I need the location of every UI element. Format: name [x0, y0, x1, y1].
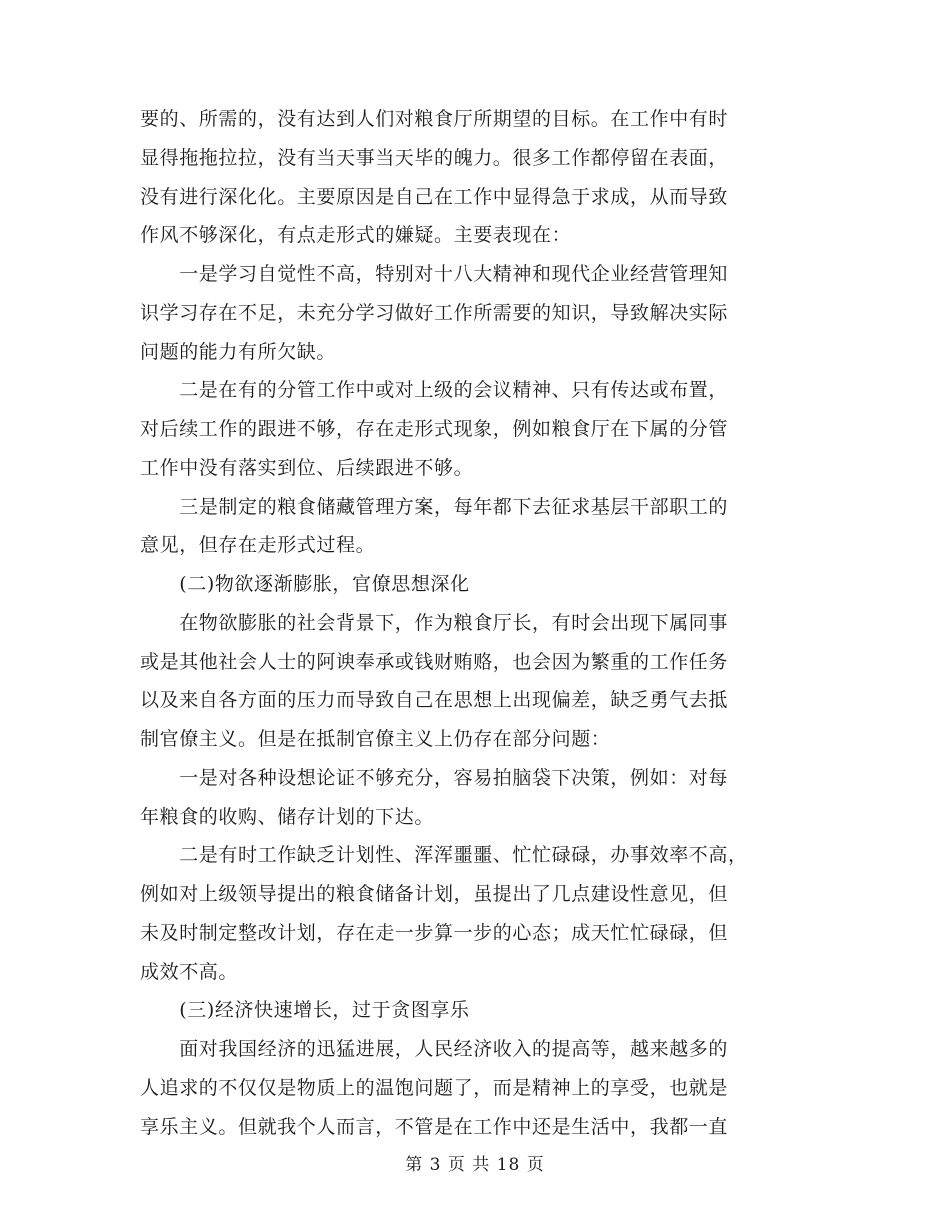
text-line: 一是学习自觉性不高，特别对十八大精神和现代企业经营管理知	[140, 263, 729, 285]
body-text	[140, 100, 820, 1146]
text-line: 成效不高。	[140, 960, 239, 983]
text-line: 意见，但存在走形式过程。	[140, 534, 376, 557]
section-heading: (二)物欲逐渐膨胀，官僚思想深化	[140, 573, 470, 595]
text-line: 或是其他社会人士的阿谀奉承或钱财贿赂，也会因为繁重的工作任务	[140, 650, 729, 673]
text-line: 面对我国经济的迅猛进展，人民经济收入的提高等，越来越多的	[140, 1038, 729, 1060]
text-line: 没有进行深化化。主要原因是自己在工作中显得急于求成，从而导致	[140, 185, 729, 208]
text-line: 对后续工作的跟进不够，存在走形式现象，例如粮食厅在下属的分管	[140, 418, 729, 440]
text-line: 三是制定的粮食储藏管理方案，每年都下去征求基层干部职工的	[140, 495, 729, 518]
text-line: 以及来自各方面的压力而导致自己在思想上出现偏差，缺乏勇气去抵	[140, 689, 729, 712]
text-line: 未及时制定整改计划，存在走一步算一步的心态；成天忙忙碌碌，但	[140, 921, 729, 944]
section-heading: (三)经济快速增长，过于贪图享乐	[140, 999, 470, 1022]
text-line: 人追求的不仅仅是物质上的温饱问题了，而是精神上的享受，也就是	[140, 1076, 729, 1099]
text-line: 二是在有的分管工作中或对上级的会议精神、只有传达或布置，	[140, 379, 729, 402]
page-number-footer: 第 3 页 共 18 页	[405, 1155, 545, 1175]
text-line: 问题的能力有所欠缺。	[140, 340, 337, 363]
text-line: 显得拖拖拉拉，没有当天事当天毕的魄力。很多工作都停留在表面，	[140, 146, 729, 169]
text-line: 在物欲膨胀的社会背景下，作为粮食厅长，有时会出现下属同事	[140, 611, 729, 634]
text-line: 要的、所需的，没有达到人们对粮食厅所期望的目标。在工作中有时	[140, 108, 729, 130]
text-line: 例如对上级领导提出的粮食储备计划，虽提出了几点建设性意见，但	[140, 883, 729, 905]
text-line: 制官僚主义。但是在抵制官僚主义上仍存在部分问题：	[140, 728, 611, 750]
text-line: 识学习存在不足，未充分学习做好工作所需要的知识，导致解决实际	[140, 301, 729, 324]
text-line: 工作中没有落实到位、后续跟进不够。	[140, 456, 474, 479]
text-line: 享乐主义。但就我个人而言，不管是在工作中还是生活中，我都一直	[140, 1115, 729, 1138]
text-line: 年粮食的收购、储存计划的下达。	[140, 805, 435, 828]
text-line: 一是对各种设想论证不够充分，容易拍脑袋下决策，例如：对每	[140, 766, 729, 789]
text-line: 二是有时工作缺乏计划性、浑浑噩噩、忙忙碌碌，办事效率不高，	[140, 844, 748, 867]
text-line: 作风不够深化，有点走形式的嫌疑。主要表现在：	[140, 224, 572, 247]
